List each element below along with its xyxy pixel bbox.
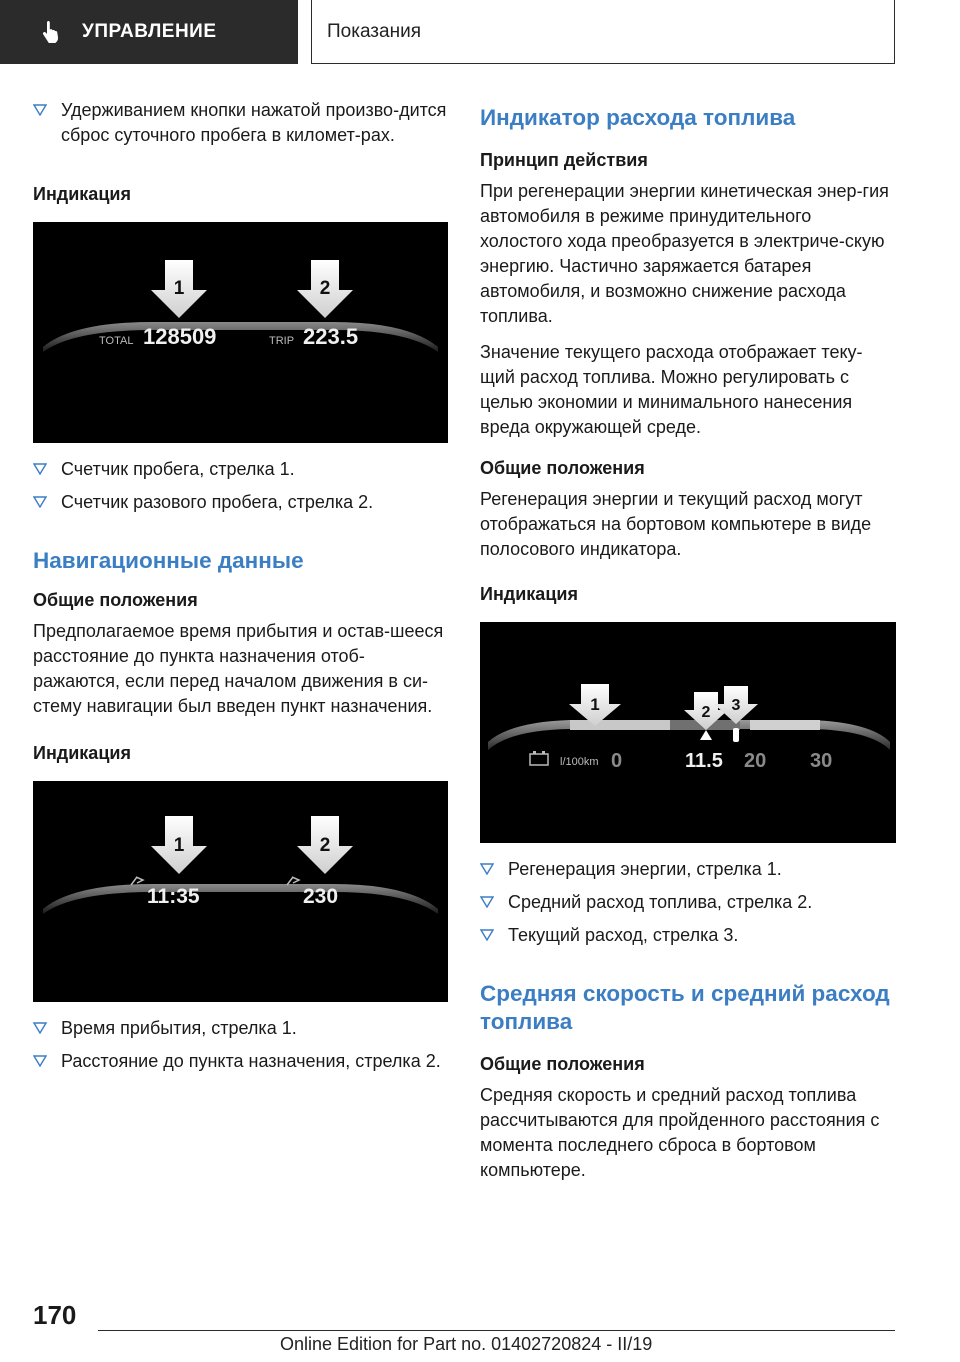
paragraph: Предполагаемое время прибытия и остав-шееся расстояние до пункта назначения отоб-ражаются, если перед началом движения в си-стему навигации был введен пункт назначения. bbox=[33, 621, 444, 716]
battery-icon bbox=[530, 751, 548, 765]
list-item bbox=[33, 1016, 448, 1041]
unit-label: l/100km bbox=[560, 756, 599, 768]
left-column bbox=[33, 98, 448, 1082]
section-subheading: Индикация bbox=[33, 184, 131, 204]
triangle-bullet-icon bbox=[480, 896, 494, 908]
triangle-bullet-icon bbox=[33, 104, 47, 116]
arrow-1-icon bbox=[569, 684, 621, 726]
paragraph: Средняя скорость и средний расход топлива рассчитываются для пройденного расстояния с момента последнего сброса в бортовом компьютере. bbox=[480, 1085, 880, 1180]
list-item-text: Счетчик разового пробега, стрелка 2. bbox=[61, 492, 374, 512]
section-subheading: Общие положения bbox=[480, 1054, 645, 1074]
page-number: 170 bbox=[33, 1300, 77, 1330]
display-arc bbox=[43, 884, 438, 914]
arrow-3-icon bbox=[714, 686, 758, 724]
svg-text:1: 1 bbox=[590, 695, 600, 714]
section-heading: Индикатор расхода топлива bbox=[480, 105, 796, 130]
list-item bbox=[480, 890, 896, 915]
scale-label-30: 30 bbox=[810, 750, 833, 772]
destination-flag-icon bbox=[287, 877, 299, 885]
section-heading: Средняя скорость и средний расход топлива bbox=[480, 981, 890, 1034]
trip-label: TRIP bbox=[269, 335, 295, 347]
arrow-1-icon bbox=[151, 260, 207, 318]
footer-divider bbox=[98, 1330, 895, 1331]
list-item bbox=[480, 923, 896, 948]
edition-note: Online Edition for Part no. 01402720824 - II/19 bbox=[280, 1334, 653, 1354]
svg-text:2: 2 bbox=[319, 278, 331, 299]
pointing-hand-icon bbox=[40, 21, 62, 43]
triangle-bullet-icon bbox=[480, 863, 494, 875]
total-value: 128509 bbox=[143, 324, 217, 349]
svg-text:2: 2 bbox=[701, 704, 711, 721]
section-subheading: Индикация bbox=[33, 743, 131, 763]
svg-text:1: 1 bbox=[173, 278, 185, 299]
arrow-2-icon bbox=[297, 260, 353, 318]
distance-value: 230 bbox=[303, 885, 339, 908]
trip-value: 223.5 bbox=[303, 324, 359, 349]
list-item bbox=[480, 857, 896, 882]
triangle-bullet-icon bbox=[33, 1055, 47, 1067]
svg-text:3: 3 bbox=[731, 697, 741, 714]
list-item-text: Счетчик пробега, стрелка 1. bbox=[61, 459, 295, 479]
arrow-1-icon bbox=[151, 816, 207, 874]
svg-text:1: 1 bbox=[173, 835, 185, 856]
total-label: TOTAL bbox=[99, 335, 134, 347]
list-item bbox=[33, 457, 448, 482]
paragraph: Регенерация энергии и текущий расход могут отображаться на бортовом компьютере в виде полосового индикатора. bbox=[480, 489, 872, 559]
list-item-text: Время прибытия, стрелка 1. bbox=[61, 1018, 297, 1038]
average-marker-icon bbox=[700, 730, 712, 740]
paragraph: При регенерации энергии кинетическая энер-гия автомобиля в режиме принудительного холостого хода преобразуется в электриче-скую энергию. Частично заряжается батарея автомобиля, и возможно снижение расхода топлива. bbox=[480, 181, 889, 326]
svg-text:2: 2 bbox=[319, 835, 331, 856]
fuel-consumption-display-figure bbox=[480, 622, 896, 843]
odometer-display-figure bbox=[33, 222, 448, 443]
triangle-bullet-icon bbox=[480, 929, 494, 941]
header-section-tab bbox=[0, 0, 298, 64]
triangle-bullet-icon bbox=[33, 1022, 47, 1034]
list-item bbox=[33, 1049, 448, 1074]
current-needle-icon bbox=[733, 728, 739, 742]
list-item bbox=[33, 98, 448, 148]
section-subheading: Общие положения bbox=[480, 458, 645, 478]
right-column bbox=[480, 98, 896, 1194]
triangle-bullet-icon bbox=[33, 496, 47, 508]
regeneration-bar bbox=[570, 720, 820, 730]
section-subheading: Общие положения bbox=[33, 590, 198, 610]
section-heading: Навигационные данные bbox=[33, 548, 304, 573]
section-subheading: Принцип действия bbox=[480, 150, 648, 170]
paragraph: Значение текущего расхода отображает теку-щий расход топлива. Можно регулировать с целью экономии и минимального нанесения вреда окружающей среде. bbox=[480, 342, 863, 437]
navigation-display-figure bbox=[33, 781, 448, 1002]
scale-label-20: 20 bbox=[744, 750, 767, 772]
section-subheading: Индикация bbox=[480, 584, 578, 604]
consumption-value: 11.5 bbox=[685, 750, 723, 772]
scale-label-0: 0 bbox=[611, 750, 623, 772]
chapter-title: Показания bbox=[311, 0, 895, 64]
list-item-text: Средний расход топлива, стрелка 2. bbox=[508, 892, 813, 912]
arrival-time-value: 11:35 bbox=[147, 885, 200, 908]
section-label: УПРАВЛЕНИЕ bbox=[82, 21, 217, 42]
triangle-bullet-icon bbox=[33, 463, 47, 475]
destination-flag-icon bbox=[131, 877, 143, 885]
list-item-text: Расстояние до пункта назначения, стрелка 2. bbox=[61, 1051, 441, 1071]
list-item-text: Регенерация энергии, стрелка 1. bbox=[508, 859, 782, 879]
arrow-2-icon bbox=[297, 816, 353, 874]
list-item bbox=[33, 490, 448, 515]
list-item-text: Удерживанием кнопки нажатой произво-дится сброс суточного пробега в километ-рах. bbox=[61, 100, 447, 145]
list-item-text: Текущий расход, стрелка 3. bbox=[508, 925, 739, 945]
